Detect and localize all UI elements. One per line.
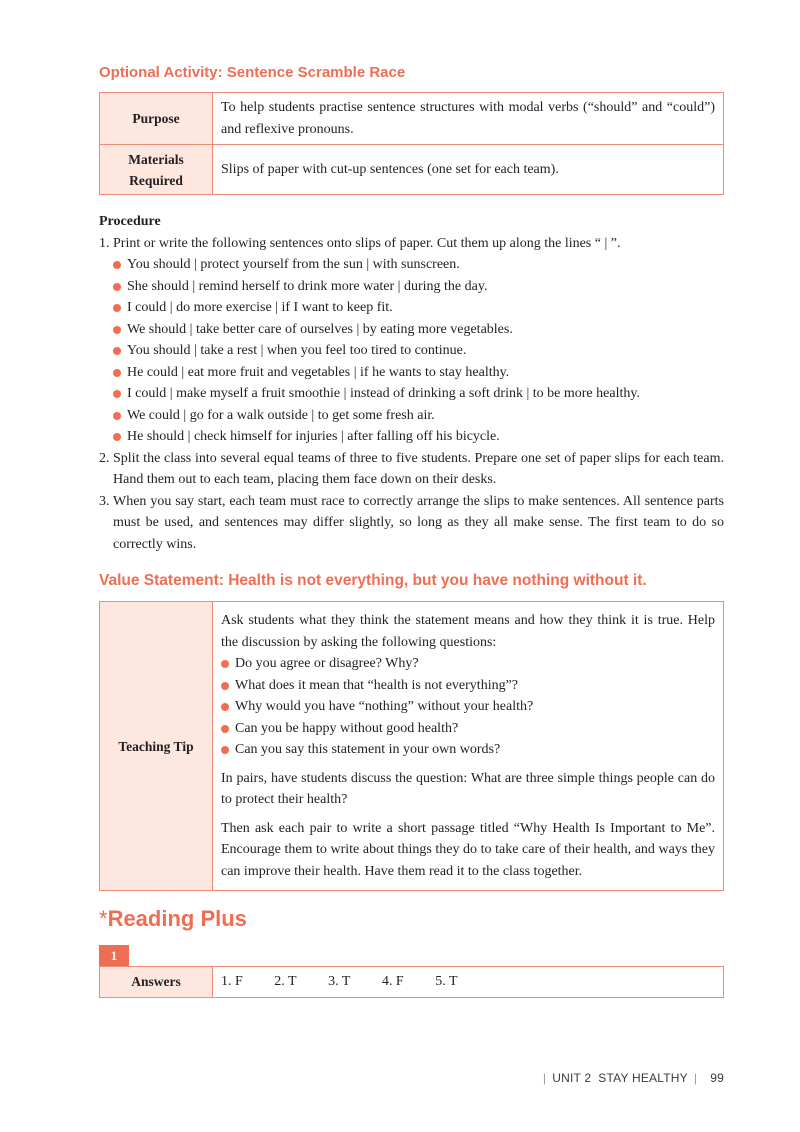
answer-item: 3. T [328, 974, 351, 989]
activity-table [99, 92, 724, 195]
tip-question-list [221, 653, 715, 761]
procedure-step [99, 233, 724, 255]
page-footer [537, 1071, 724, 1085]
tip-question: Do you agree or disagree? Why? [221, 653, 715, 675]
tip-question: Can you say this statement in your own words? [221, 739, 715, 761]
value-statement-title: Value Statement: Health is not everything, but you have nothing without it. [99, 572, 647, 589]
question-number-tab: 1 [99, 945, 129, 966]
sentence-item: She should | remind herself to drink more water | during the day. [99, 276, 724, 298]
procedure-step [99, 491, 724, 556]
step-number: 1. [99, 235, 110, 251]
answer-item: 1. F [221, 974, 243, 989]
reading-plus-asterisk: * [99, 906, 108, 931]
answers-label: Answers [100, 967, 213, 998]
tip-question: Why would you have “nothing” without your health? [221, 696, 715, 718]
materials-label-line2: Required [129, 172, 183, 188]
step-number: 3. [99, 493, 110, 509]
sentence-item: I could | make myself a fruit smoothie | instead of drinking a soft drink | to be more healthy. [99, 383, 724, 405]
sentence-item: I could | do more exercise | if I want to keep fit. [99, 297, 724, 319]
teaching-tip-table [99, 601, 724, 891]
page-number: 99 [710, 1071, 724, 1085]
step-number: 2. [99, 450, 110, 466]
materials-text: Slips of paper with cut-up sentences (one set for each team). [213, 145, 724, 195]
footer-unit: UNIT 2 [552, 1071, 592, 1085]
footer-unit-title: STAY HEALTHY [598, 1071, 688, 1085]
tip-intro: Ask students what they think the statement means and how they think it is true. Help the discussion by asking the following questions: [221, 613, 715, 650]
teaching-tip-label: Teaching Tip [100, 602, 213, 891]
purpose-label: Purpose [100, 93, 213, 145]
sentence-item: We should | take better care of ourselves | by eating more vegetables. [99, 319, 724, 341]
sentence-item: You should | protect yourself from the sun | with sunscreen. [99, 254, 724, 276]
answer-item: 4. F [381, 974, 404, 989]
step-text: When you say start, each team must race to correctly arrange the slips to make sentences. All sentence parts must be used, and sentences may differ slightly, so long as they all make sense. The first team to do so correctly wins. [113, 493, 724, 552]
answer-item: 5. T [435, 974, 458, 989]
step-text: Split the class into several equal teams of three to five students. Prepare one set of paper slips for each team. Hand them out to each team, placing them face down on their desks. [113, 450, 724, 487]
footer-divider: | [542, 1071, 547, 1085]
activity-title: Optional Activity: Sentence Scramble Race [99, 64, 406, 81]
teaching-tip-body [213, 602, 724, 891]
materials-label-line1: Materials [128, 151, 184, 167]
tip-question: Can you be happy without good health? [221, 718, 715, 740]
tip-passage-text: Then ask each pair to write a short passage titled “Why Health Is Important to Me”. Encourage them to write about things they do to take care of their health, and ways they can improve their health. Have them read it to the class together. [221, 820, 715, 879]
reading-plus-title [99, 906, 247, 932]
reading-plus-title-text: Reading Plus [107, 906, 247, 931]
sentence-item: We could | go for a walk outside | to get some fresh air. [99, 405, 724, 427]
sentence-list [99, 254, 724, 448]
answers-list [213, 967, 724, 998]
sentence-item: You should | take a rest | when you feel too tired to continue. [99, 340, 724, 362]
sentence-item: He should | check himself for injuries | after falling off his bicycle. [99, 426, 724, 448]
procedure [99, 211, 724, 555]
step-text: Print or write the following sentences onto slips of paper. Cut them up along the lines “ | ”. [113, 235, 621, 251]
tip-question: What does it mean that “health is not everything”? [221, 675, 715, 697]
footer-divider: | [693, 1071, 698, 1085]
answer-item: 2. T [274, 974, 297, 989]
answers-table [99, 966, 724, 998]
purpose-text: To help students practise sentence structures with modal verbs (“should” and “could”) and reflexive pronouns. [213, 93, 724, 145]
sentence-item: He could | eat more fruit and vegetables | if he wants to stay healthy. [99, 362, 724, 384]
procedure-heading: Procedure [99, 214, 161, 229]
tip-pairs-text: In pairs, have students discuss the question: What are three simple things people can do to protect their health? [221, 770, 715, 807]
materials-label [100, 145, 213, 195]
procedure-step [99, 448, 724, 491]
